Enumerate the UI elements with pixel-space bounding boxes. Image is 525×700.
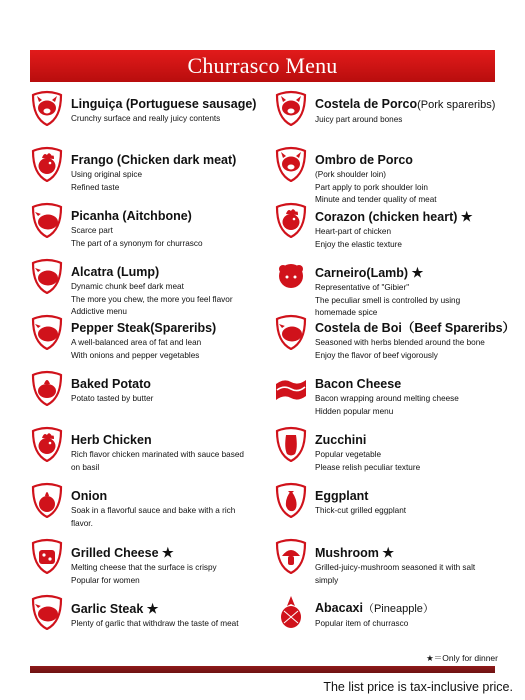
right-menu-column [274,88,514,648]
menu-item-name [315,265,514,281]
menu-item-eggplant [274,480,514,536]
menu-item-name [315,433,514,448]
menu-item-name [315,153,514,168]
menu-item-name [71,209,270,224]
menu-item-herb-chicken [30,424,270,480]
pig-shield-icon [274,90,308,126]
menu-item-text [71,433,270,473]
menu-item-name [315,489,514,504]
menu-item-text [315,321,514,361]
pig-shield-icon [30,90,64,126]
menu-item-frango-chicken-dark-meat [30,144,270,200]
lamb-icon [274,258,308,294]
tax-note: The list price is tax-inclusive price. [323,680,513,694]
menu-item-name [315,209,514,225]
menu-item-name [315,601,514,617]
dinner-only-star-icon: ★ [162,545,174,560]
menu-item-name-text: Eggplant [315,489,369,503]
dinner-only-star-icon: ★ [146,601,159,616]
menu-item-abacaxi [274,592,514,648]
cow-shield-icon [274,314,308,350]
menu-item-description: The more you chew, the more you feel flavor [71,294,233,304]
menu-item-description: Crunchy surface and really juicy contents [71,114,221,123]
menu-item-english-note: （Pineapple） [362,603,434,615]
menu-item-description: on basil [71,462,100,472]
pineapple-icon [274,594,308,630]
menu-item-text [315,265,514,319]
menu-item-baked-potato [30,368,270,424]
menu-item-name-text: Zucchini [315,433,367,447]
menu-item-name [315,321,514,336]
menu-item-description: Minute and tender quality of meat [315,195,437,204]
menu-item-text [315,209,514,250]
menu-item-name-text: Onion [71,489,108,503]
menu-item-description: Popular vegetable [315,450,382,459]
footer-bar [30,666,495,673]
potato-shield-icon [30,370,64,406]
zucchini-shield-icon [274,426,308,462]
menu-item-name-text: Garlic Steak [71,602,144,616]
menu-item-name-text: Pepper Steak(Spareribs) [71,321,217,335]
menu-item-name-text: Herb Chicken [71,433,152,447]
cow-shield-icon [30,594,64,630]
menu-item-description: Soak in a flavorful sauce and bake with a rich [71,506,236,515]
mushroom-shield-icon [274,538,308,574]
menu-item-name-text: Grilled Cheese [71,546,159,560]
menu-item-name-text: Linguiça (Portuguese sausage) [71,97,257,111]
dinner-only-star-icon: ★ [382,545,395,560]
menu-item-name-text: Frango (Chicken dark meat) [71,153,237,167]
menu-item-description: Heart-part of chicken [315,227,391,236]
menu-item-description: Melting cheese that the surface is crispy [71,563,217,572]
menu-item-description: With onions and pepper vegetables [71,350,200,360]
menu-item-description: Juicy part around bones [315,115,403,124]
menu-item-name [71,321,270,336]
menu-item-corazon-chicken-heart [274,200,514,256]
cow-shield-icon [30,314,64,350]
menu-item-name [71,153,270,168]
menu-title: Churrasco Menu [187,53,338,78]
menu-item-description: Addictive menu [71,307,127,316]
menu-item-text [71,545,270,586]
chicken-shield-icon [274,202,308,238]
menu-item-text [71,601,270,630]
menu-item-description: Potato tasted by butter [71,394,154,403]
menu-item-description: Enjoy the elastic texture [315,239,402,249]
menu-item-name [71,377,270,392]
cow-shield-icon [30,258,64,294]
menu-item-picanha-aitchbone [30,200,270,256]
menu-item-garlic-steak [30,592,270,648]
menu-item-description: Refined taste [71,182,120,192]
menu-item-text [71,97,270,125]
menu-item-name [71,545,270,561]
menu-title-banner [30,50,495,82]
menu-item-text [315,433,514,473]
menu-item-description: The part of a synonym for churrasco [71,238,203,248]
menu-item-name-text: Abacaxi [315,601,363,615]
menu-item-grilled-cheese [30,536,270,592]
menu-item-description: (Pork shoulder loin) [315,170,386,179]
cheese-shield-icon [30,538,64,574]
menu-item-description: Plenty of garlic that withdraw the taste of meat [71,619,239,628]
dinner-only-star-icon: ★ [460,209,473,224]
menu-item-description: Thick-cut grilled eggplant [315,506,407,515]
onion-shield-icon [30,482,64,518]
menu-item-pepper-steak-spareribs [30,312,270,368]
chicken-shield-icon [30,426,64,462]
cow-shield-icon [30,202,64,238]
menu-item-text [315,489,514,517]
menu-item-text [315,97,514,126]
menu-item-text [315,153,514,206]
eggplant-shield-icon [274,482,308,518]
menu-item-text [71,153,270,193]
menu-item-name [315,377,514,392]
bacon-icon [274,370,308,406]
menu-item-english-note: (Pork spareribs) [417,99,496,111]
menu-item-onion [30,480,270,536]
menu-item-text [71,321,270,361]
menu-item-text [315,377,514,417]
menu-item-description: homemade spice [315,308,378,317]
menu-item-description: Scarce part [71,226,113,235]
menu-item-bacon-cheese [274,368,514,424]
menu-item-mushroom [274,536,514,592]
menu-item-text [315,601,514,630]
menu-item-name [315,545,514,561]
menu-item-costela-de-porco [274,88,514,144]
menu-item-name-text: Ombro de Porco [315,153,413,167]
menu-item-name [71,489,270,504]
menu-item-name [71,601,270,617]
menu-item-description: Please relish peculiar texture [315,462,421,472]
pig-shield-icon [274,146,308,182]
dinner-only-star-icon: ★ [411,265,424,280]
menu-item-description: Bacon wrapping around melting cheese [315,394,459,403]
menu-item-name-text: Bacon Cheese [315,377,402,391]
menu-item-text [71,265,270,318]
menu-item-name [71,97,270,112]
menu-item-zucchini [274,424,514,480]
menu-item-name-text: Costela de Boi（Beef Spareribs） [315,321,516,335]
menu-item-text [315,545,514,586]
menu-item-description: Dynamic chunk beef dark meat [71,282,184,291]
menu-item-text [71,209,270,249]
menu-item-name-text: Corazon (chicken heart) [315,210,458,224]
menu-item-description: simply [315,575,339,585]
menu-item-description: flavor. [71,518,93,528]
menu-item-description: Representative of "Gibier" [315,283,410,292]
menu-item-name [71,265,270,280]
menu-item-name-text: Baked Potato [71,377,151,391]
menu-item-costela-de-boi-beef-spareribs [274,312,514,368]
menu-item-description: Hidden popular menu [315,406,394,416]
menu-item-name [315,97,514,113]
menu-item-text [71,489,270,529]
menu-item-alcatra-lump [30,256,270,316]
menu-item-name [71,433,270,448]
dinner-only-legend: ★＝Only for dinner [426,653,498,663]
menu-item-description: Popular for women [71,575,140,585]
menu-item-description: Popular item of churrasco [315,619,409,628]
menu-item-name-text: Mushroom [315,546,379,560]
menu-item-description: Seasoned with herbs blended around the bone [315,338,485,347]
chicken-shield-icon [30,146,64,182]
menu-item-description: Enjoy the flavor of beef vigorously [315,350,438,360]
left-menu-column [30,88,270,648]
menu-item-description: Rich flavor chicken marinated with sauce based [71,450,244,459]
menu-item-name-text: Costela de Porco [315,97,418,111]
menu-item-description: Grilled-juicy-mushroom seasoned it with salt [315,563,476,572]
menu-item-description: The peculiar smell is controlled by using [315,295,461,305]
menu-item-name-text: Alcatra (Lump) [71,265,160,279]
menu-item-description: Part apply to pork shoulder loin [315,182,428,192]
menu-item-name-text: Picanha (Aitchbone) [71,209,192,223]
menu-item-name-text: Carneiro(Lamb) [315,266,409,280]
menu-item-description: Using original spice [71,170,142,179]
menu-item-ombro-de-porco [274,144,514,204]
menu-item-description: A well-balanced area of fat and lean [71,338,202,347]
menu-item-lingui-a-portuguese-sausage [30,88,270,144]
menu-item-text [71,377,270,405]
menu-item-carneiro-lamb [274,256,514,317]
